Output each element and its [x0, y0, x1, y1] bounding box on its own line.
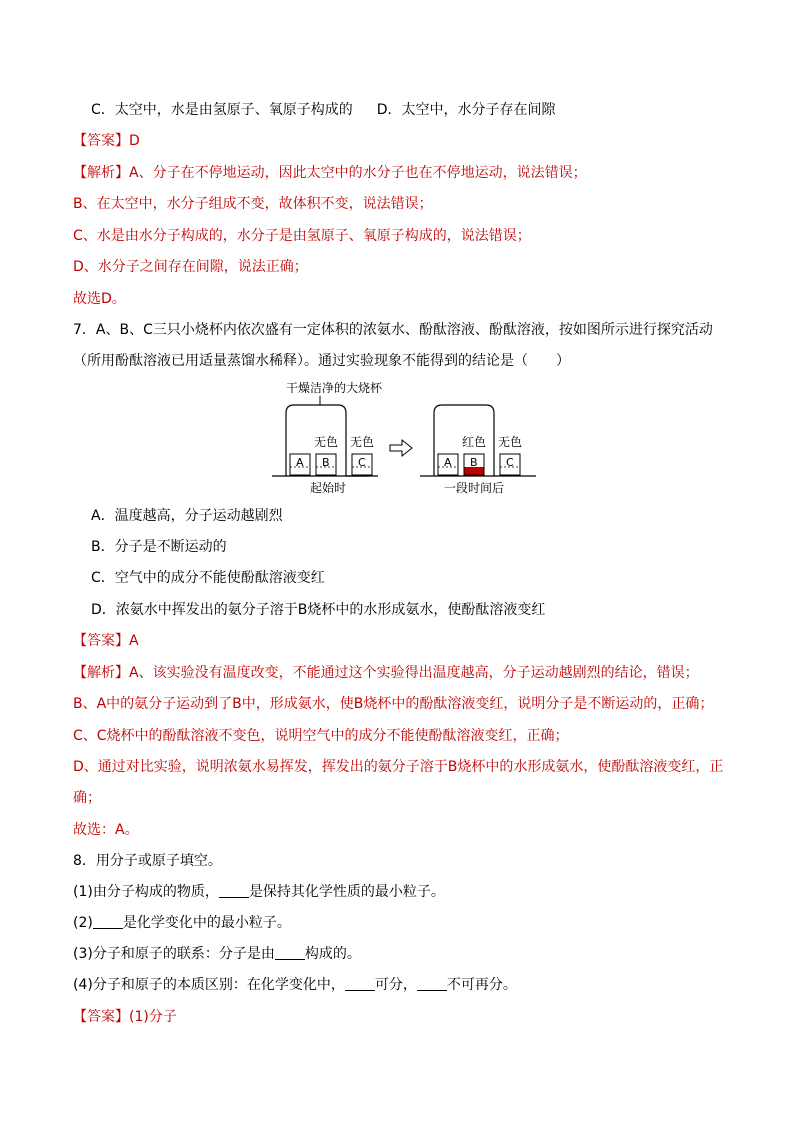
- q6-option-d: D．太空中，水分子存在间隙: [376, 102, 556, 118]
- q7-option-d: D．浓氨水中挥发出的氨分子溶于B烧杯中的水形成氨水，使酚酞溶液变红: [91, 602, 546, 618]
- q8-item-text: 构成的。: [304, 946, 361, 962]
- q8-item-text: (2): [73, 915, 93, 931]
- q6-option-c: C．太空中，水是由氢原子、氧原子构成的: [91, 102, 353, 118]
- beaker-a-end: [438, 454, 458, 475]
- svg-text:C: C: [506, 456, 514, 469]
- analysis-text: A、分子在不停地运动，因此太空中的水分子也在不停地运动，说法错误；: [129, 165, 587, 181]
- q6-analysis-line: [73, 163, 587, 183]
- fill-blank: [219, 883, 249, 898]
- q8-item-text: 可分，: [374, 977, 417, 993]
- svg-text:C: C: [358, 456, 366, 469]
- svg-text:B: B: [470, 456, 478, 469]
- analysis-tag: 【解析】: [73, 665, 129, 681]
- q7-option-a: A．温度越高，分子运动越剧烈: [91, 508, 283, 524]
- q8-item-text: (3)分子和原子的联系：分子是由: [73, 946, 275, 962]
- q8-answer: [73, 1007, 177, 1027]
- beaker-c-end: [500, 454, 520, 475]
- fill-blank: [417, 976, 447, 991]
- q7-analysis-line: 故选：A。: [73, 822, 139, 838]
- q7-option-c: C．空气中的成分不能使酚酞溶液变红: [91, 570, 325, 586]
- q6-analysis-line: 故选D。: [73, 291, 126, 307]
- q7-analysis-line: B、A中的氨分子运动到了B中，形成氨水，使B烧杯中的酚酞溶液变红，说明分子是不断运动的，正确；: [73, 696, 714, 712]
- answer-value: A: [129, 633, 139, 649]
- big-beaker-label: 干燥洁净的大烧杯: [286, 381, 383, 395]
- answer-tag: 【答案】: [73, 133, 129, 149]
- q6-analysis-line: C、水是由水分子构成的，水分子是由氢原子、氧原子构成的，说法错误；: [73, 228, 531, 244]
- q8-stem: 8．用分子或原子填空。: [73, 853, 222, 869]
- beaker-c-start: [352, 454, 372, 475]
- q7-analysis-line: 确；: [73, 790, 101, 806]
- answer-tag: 【答案】: [73, 1009, 129, 1025]
- q7-experiment-figure: [268, 378, 540, 500]
- beaker-b-end: [464, 454, 484, 475]
- arrow-icon: [390, 440, 412, 456]
- q8-item-4: [73, 975, 517, 995]
- end-label: 一段时间后: [444, 481, 505, 495]
- q7-analysis-line: [73, 663, 699, 683]
- colorless-label-c-end: 无色: [498, 435, 523, 449]
- q8-item-text: 是化学变化中的最小粒子。: [122, 915, 291, 931]
- colorless-label-b-start: 无色: [314, 435, 339, 449]
- q8-item-text: 不可再分。: [446, 977, 517, 993]
- q8-item-1: [73, 882, 445, 902]
- q7-option-b: B．分子是不断运动的: [91, 539, 227, 555]
- beaker-b-start: [316, 454, 336, 475]
- fill-blank: [345, 976, 375, 991]
- svg-text:B: B: [322, 456, 330, 469]
- q6-analysis-line: B、在太空中，水分子组成不变，故体积不变，说法错误；: [73, 196, 433, 212]
- answer-value: (1)分子: [129, 1009, 177, 1025]
- q7-analysis-line: C、C烧杯中的酚酞溶液不变色，说明空气中的成分不能使酚酞溶液变红，正确；: [73, 728, 569, 744]
- fill-blank: [275, 945, 305, 960]
- q8-item-text: (4)分子和原子的本质区别：在化学变化中，: [73, 977, 345, 993]
- q7-answer: [73, 631, 139, 651]
- red-label-b-end: 红色: [462, 435, 487, 449]
- svg-text:A: A: [444, 456, 452, 469]
- q8-item-3: [73, 944, 361, 964]
- q7-stem-line2: （所用酚酞溶液已用适量蒸馏水稀释）。通过实验现象不能得到的结论是（ ）: [73, 353, 570, 369]
- answer-value: D: [129, 133, 140, 149]
- analysis-tag: 【解析】: [73, 165, 129, 181]
- svg-text:A: A: [296, 456, 304, 469]
- q8-item-text: (1)由分子构成的物质，: [73, 884, 219, 900]
- q6-options-cd: [91, 100, 556, 120]
- q7-analysis-line: D、通过对比实验，说明浓氨水易挥发，挥发出的氨分子溶于B烧杯中的水形成氨水，使酚酞溶液变红，正: [73, 759, 724, 775]
- q8-item-2: [73, 913, 291, 933]
- q6-analysis-line: D、水分子之间存在间隙，说法正确；: [73, 259, 308, 275]
- beaker-a-start: [290, 454, 310, 475]
- q8-item-text: 是保持其化学性质的最小粒子。: [248, 884, 445, 900]
- analysis-text: A、该实验没有温度改变，不能通过这个实验得出温度越高，分子运动越剧烈的结论，错误；: [129, 665, 699, 681]
- experiment-diagram: [268, 378, 540, 496]
- fill-blank: [93, 914, 123, 929]
- q6-answer: [73, 131, 140, 151]
- colorless-label-c-start: 无色: [350, 435, 375, 449]
- answer-tag: 【答案】: [73, 633, 129, 649]
- q7-stem-line1: 7．A、B、C三只小烧杯内依次盛有一定体积的浓氨水、酚酞溶液、酚酞溶液，按如图所示进行探究活动: [73, 322, 713, 338]
- start-label: 起始时: [310, 481, 347, 495]
